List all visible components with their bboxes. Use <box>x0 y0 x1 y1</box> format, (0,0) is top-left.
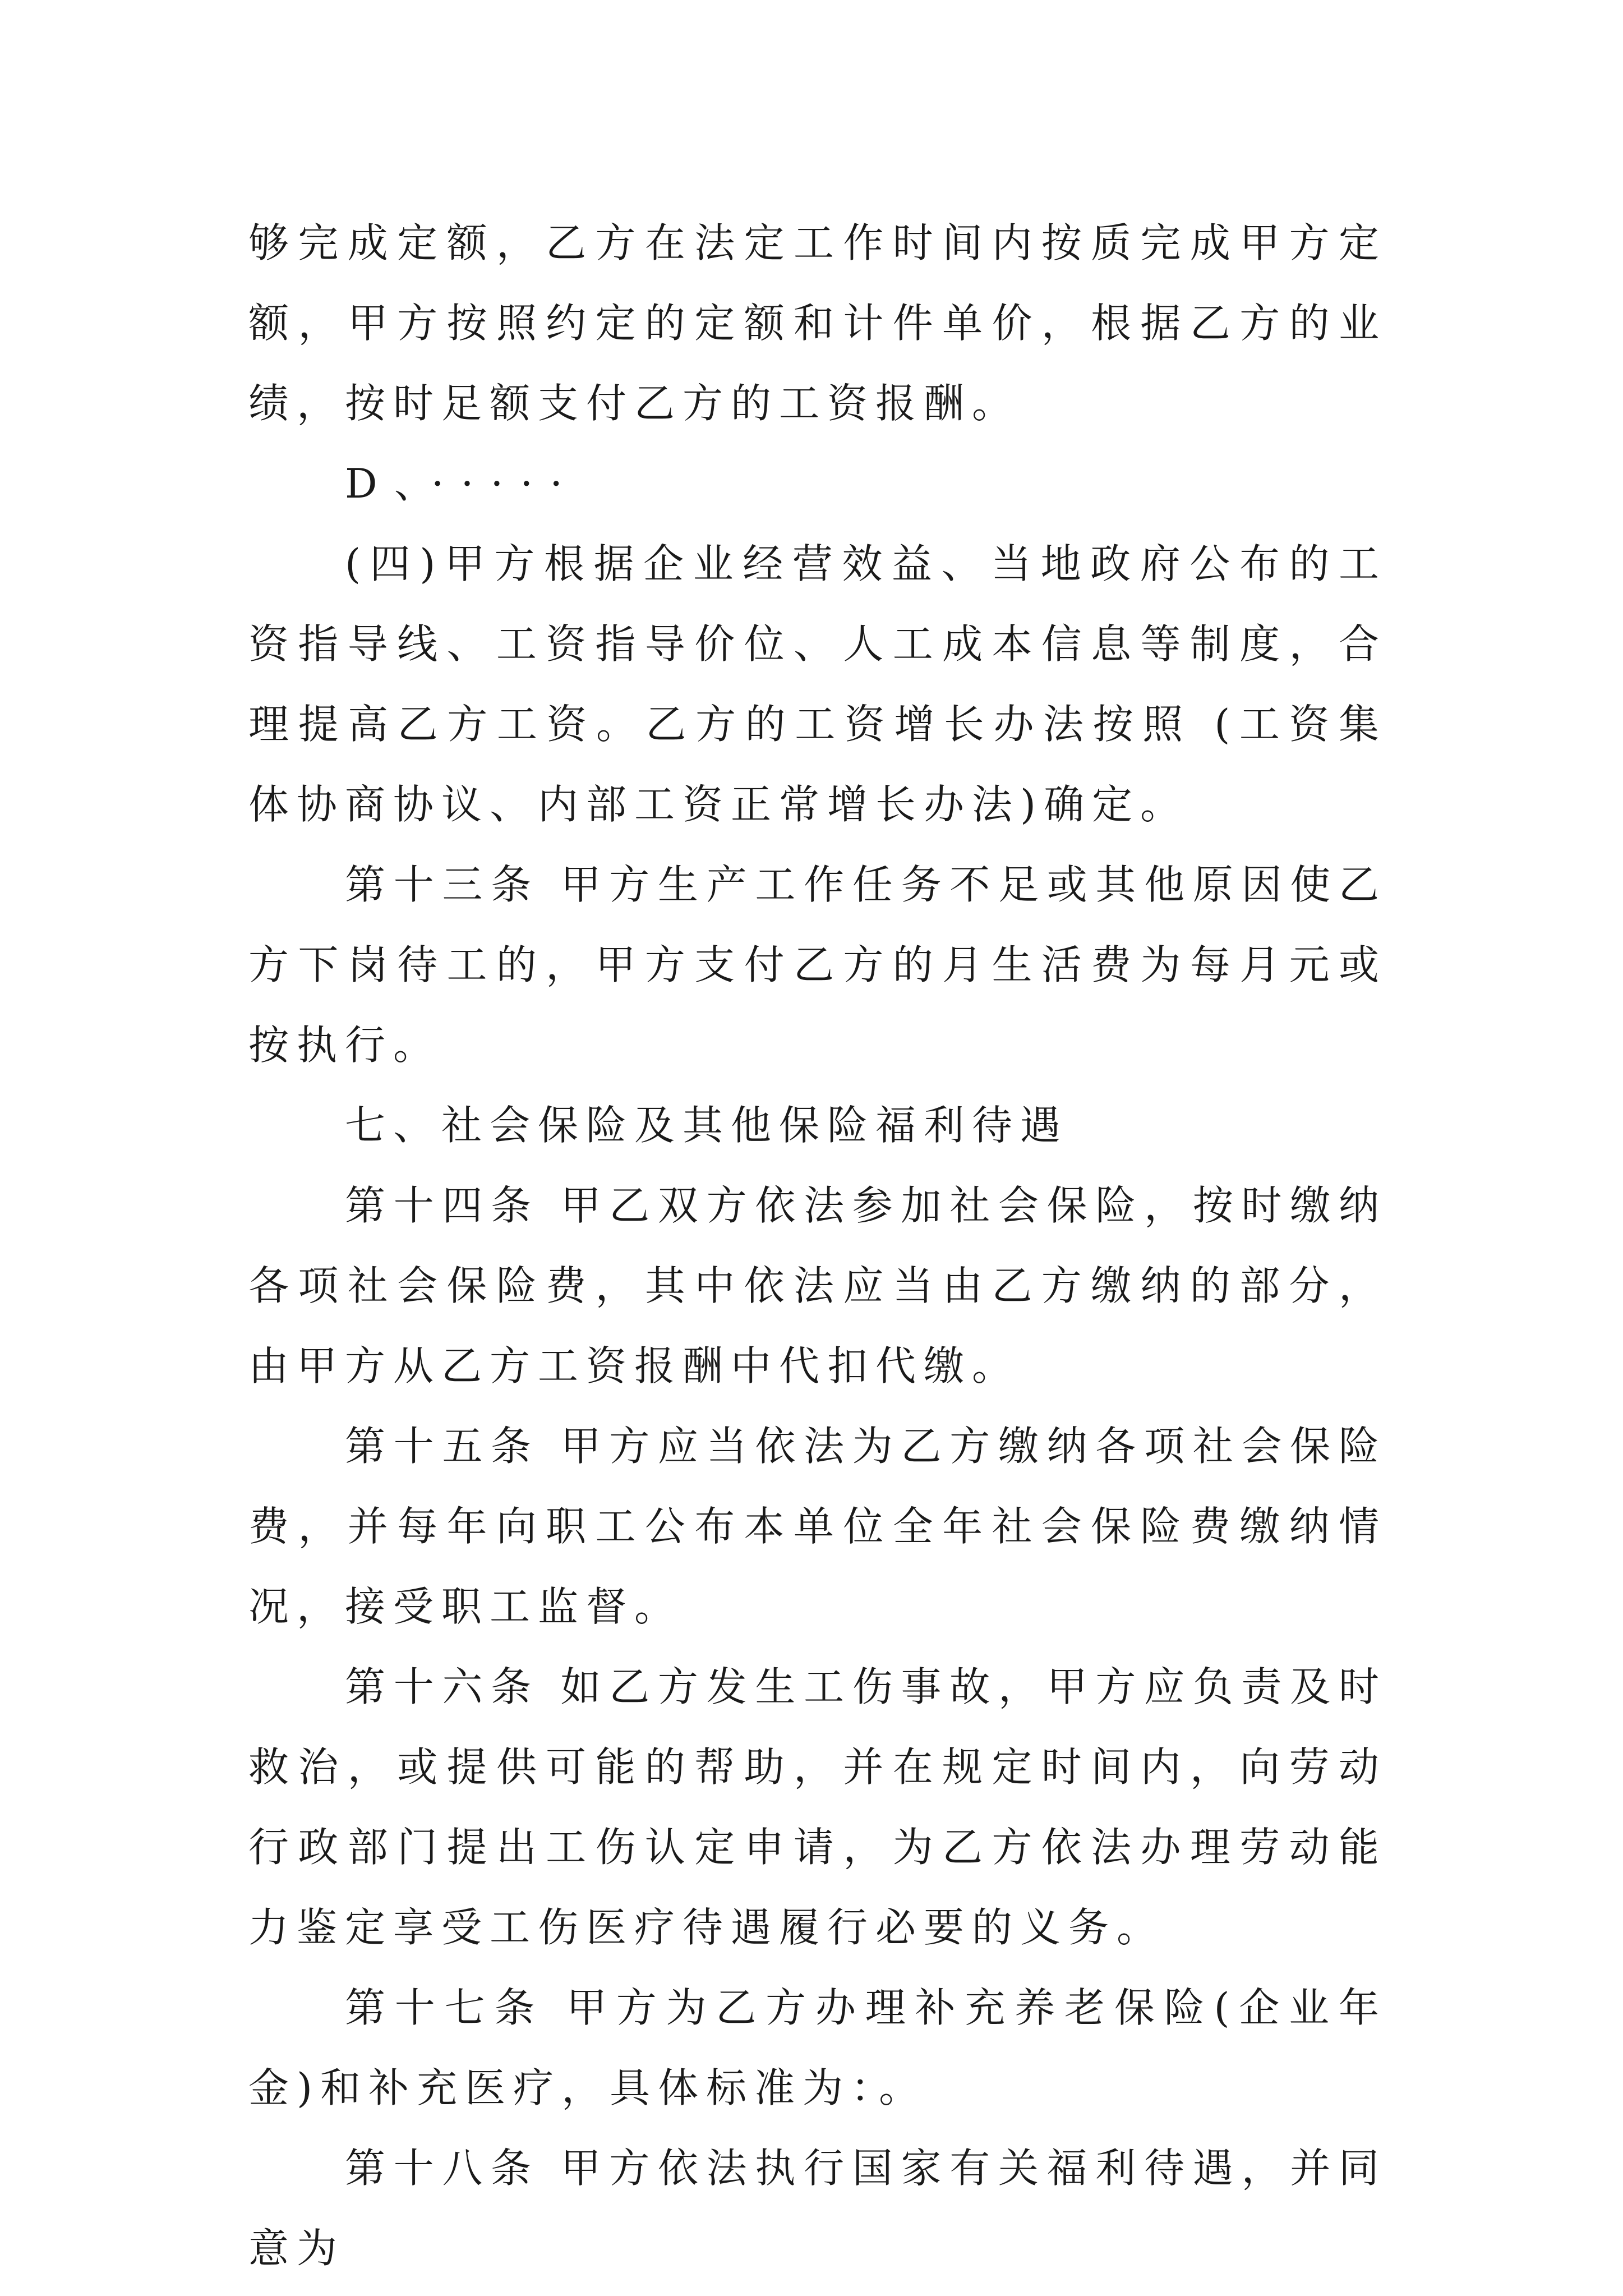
paragraph-article-13: 第十三条 甲方生产工作任务不足或其他原因使乙方下岗待工的，甲方支付乙方的月生活费为每月元或按执行。 <box>248 861 1387 1069</box>
paragraph-article-18: 第十八条 甲方依法执行国家有关福利待遇，并同意为 <box>248 2145 1387 2272</box>
paragraph-article-14: 第十四条 甲乙双方依法参加社会保险，按时缴纳各项社会保险费，其中依法应当由乙方缴纳的部分，由甲方从乙方工资报酬中代扣代缴。 <box>248 1182 1387 1389</box>
paragraph-wage-increase: (四)甲方根据企业经营效益、当地政府公布的工资指导线、工资指导价位、人工成本信息等制度，合理提高乙方工资。乙方的工资增长办法按照 (工资集体协商协议、内部工资正常增长办法)确定。 <box>248 540 1387 828</box>
document-body <box>248 203 1387 2289</box>
paragraph-article-16: 第十六条 如乙方发生工伤事故，甲方应负责及时救治，或提供可能的帮助，并在规定时间内，向劳动行政部门提出工伤认定申请，为乙方依法办理劳动能力鉴定享受工伤医疗待遇履行必要的义务。 <box>248 1663 1387 1951</box>
paragraph-item-d: D、····· <box>345 460 580 507</box>
paragraph-quota-payment: 够完成定额，乙方在法定工作时间内按质完成甲方定额，甲方按照约定的定额和计件单价，根据乙方的业绩，按时足额支付乙方的工资报酬。 <box>248 219 1387 427</box>
paragraph-article-15: 第十五条 甲方应当依法为乙方缴纳各项社会保险费，并每年向职工公布本单位全年社会保险费缴纳情况，接受职工监督。 <box>248 1423 1387 1630</box>
section-heading-social-insurance: 七、社会保险及其他保险福利待遇 <box>345 1102 1069 1149</box>
paragraph-article-17: 第十七条 甲方为乙方办理补充养老保险(企业年金)和补充医疗，具体标准为：。 <box>248 1984 1387 2111</box>
